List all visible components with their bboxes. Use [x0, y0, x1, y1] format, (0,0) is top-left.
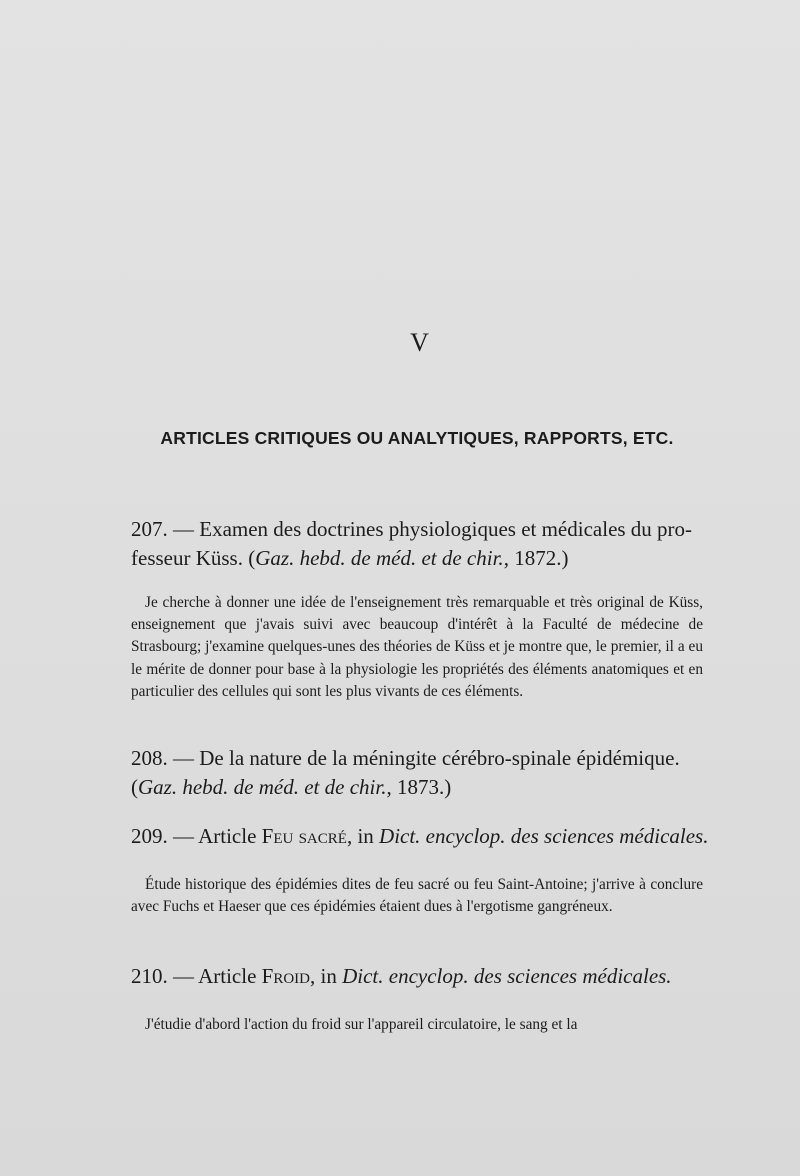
entry-number: 209.	[131, 824, 168, 848]
entry-number: 210.	[131, 964, 168, 988]
entry-in: , in	[310, 964, 337, 988]
entry-208-heading: 208. — De la nature de la méningite cérébro-spinale épidémique. (Gaz. hebd. de méd. et de chir., 1873.)	[131, 746, 680, 799]
entry-210-heading	[131, 962, 705, 991]
entry-year: , 1872.)	[503, 546, 569, 570]
section-numeral: V	[410, 328, 430, 357]
entry-210-body: J'étudie d'abord l'action du froid sur l'appareil circulatoire, le sang et la	[145, 1016, 578, 1033]
entry-209-heading	[131, 822, 709, 851]
entry-dash: —	[173, 824, 194, 848]
entry-article-name: Froid	[261, 964, 311, 988]
entry-source: Gaz. hebd. de méd. et de chir.	[138, 775, 387, 799]
entry-source: Dict. encyclop. des sciences médicales.	[342, 964, 672, 988]
section-title: ARTICLES CRITIQUES OU ANALYTIQUES, RAPPORTS, ETC.	[160, 428, 674, 448]
entry-article: Article	[198, 964, 257, 988]
entry-dash: —	[173, 964, 194, 988]
entry-title-cont: fesseur Küss. (	[131, 546, 256, 570]
entry-number: 208.	[131, 746, 168, 770]
entry-source: Gaz. hebd. de méd. et de chir.	[255, 546, 504, 570]
entry-207-heading	[131, 515, 705, 573]
entry-dash: —	[173, 746, 194, 770]
entry-year: , 1873.)	[386, 775, 452, 799]
entry-title: De la nature de la méningite cérébro-spinale épidémique.	[199, 746, 680, 770]
entry-title: Examen des doctrines physiologiques et médicales du pro-	[199, 517, 693, 541]
entry-209-body: Étude historique des épidémies dites de feu sacré ou feu Saint-Antoine; j'arrive à conclure avec Fuchs et Haeser que ces épidémies étaient dues à l'ergotisme gangréneux.	[131, 876, 703, 916]
entry-in: , in	[346, 824, 374, 848]
entry-number: 207.	[131, 517, 168, 541]
entry-207-body: Je cherche à donner une idée de l'enseignement très remarquable et très original de Küss, enseignement que j'avais suivi avec beaucoup d'intérêt à la Faculté de médecine de Strasbourg; j'examine quelques-unes des théories de Küss et je montre que, le premier, il a eu le mérite de donner pour base à la physiologie les propriétés des éléments anatomiques et en particulier des cellules qui sont les plus vivants de ces éléments.	[131, 594, 703, 700]
entry-source: Dict. encyclop. des sciences médicales.	[379, 824, 709, 848]
entry-article: Article	[198, 824, 257, 848]
entry-article-name: Feu sacré	[261, 824, 347, 848]
entry-dash: —	[173, 517, 194, 541]
